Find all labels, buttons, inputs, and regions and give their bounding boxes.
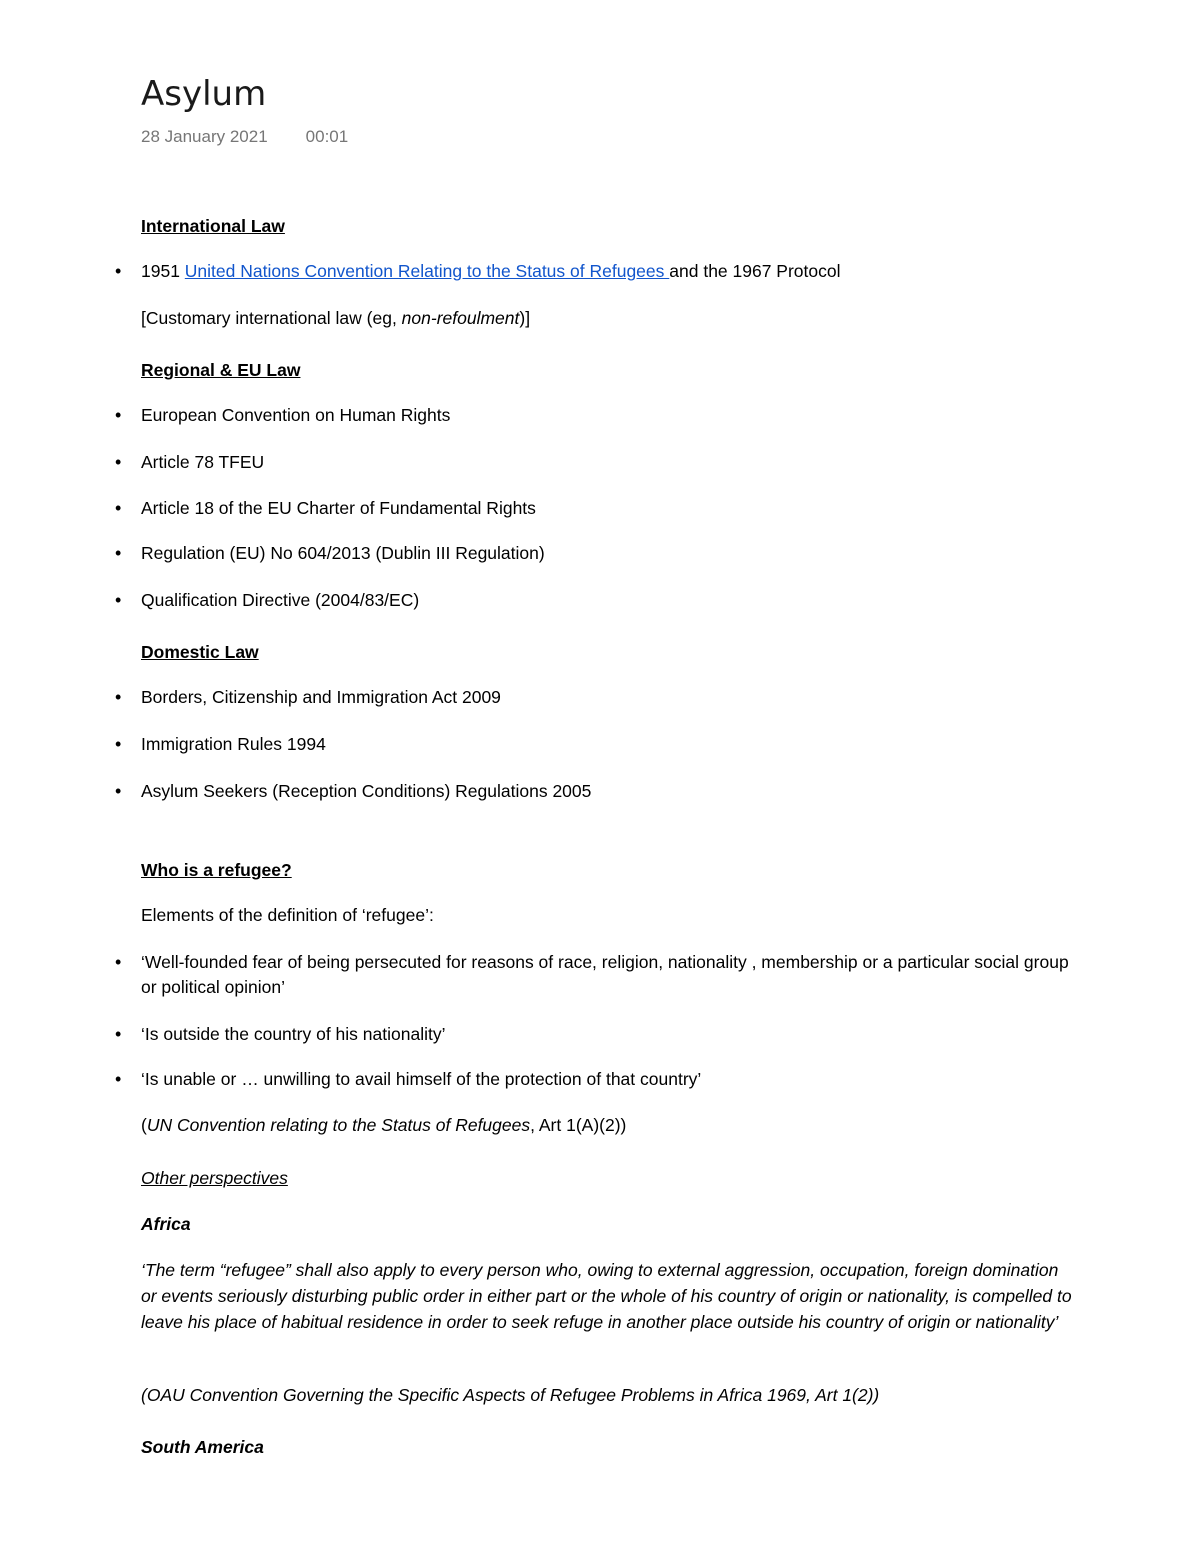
list-item: • Qualification Directive (2004/83/EC)	[141, 588, 1071, 613]
list-item: • Immigration Rules 1994	[141, 732, 1071, 757]
cite-rest: , Art 1(A)(2))	[530, 1115, 627, 1135]
heading-international-law: International Law	[141, 216, 285, 236]
page-time: 00:01	[305, 127, 349, 146]
customary-open: [Customary international law (eg,	[141, 308, 402, 328]
heading-south-america: South America	[141, 1437, 264, 1457]
list-item: • Regulation (EU) No 604/2013 (Dublin III Regulation)	[141, 541, 1071, 566]
oau-convention-citation: (OAU Convention Governing the Specific Aspects of Refugee Problems in Africa 1969, Art 1(2))	[141, 1385, 880, 1405]
page-date: 28 January 2021	[141, 127, 268, 146]
heading-who-is-a-refugee: Who is a refugee?	[141, 860, 292, 880]
heading-domestic-law: Domestic Law	[141, 642, 259, 662]
africa-definition-quote: ‘The term “refugee” shall also apply to every person who, owing to external aggression, occupation, foreign domination or events seriously disturbing public order in either part or the whole of his country of origin or nationality, is compelled to leave his place of habitual residence in order to seek refuge in another place outside his country of origin or nationality’	[141, 1260, 1072, 1332]
un-convention-citation	[141, 1113, 626, 1138]
refugee-convention-link[interactable]: United Nations Convention Relating to the Status of Refugees	[184, 261, 670, 281]
customary-italic: non-refoulment	[401, 308, 520, 328]
page-meta	[141, 127, 348, 147]
cite-open: (	[141, 1115, 147, 1135]
list-item: • ‘Is unable or … unwilling to avail himself of the protection of that country’	[141, 1067, 1071, 1092]
cite-italic: UN Convention relating to the Status of Refugees	[146, 1115, 531, 1135]
item-suffix: and the 1967 Protocol	[669, 261, 841, 281]
heading-other-perspectives: Other perspectives	[141, 1168, 288, 1188]
list-item: • ‘Well-founded fear of being persecuted for reasons of race, religion, nationality , membership or a particular social group or political opinion’	[141, 950, 1071, 1000]
list-item: • Article 78 TFEU	[141, 450, 1071, 475]
definition-intro: Elements of the definition of ‘refugee’:	[141, 905, 434, 925]
list-item: • Asylum Seekers (Reception Conditions) Regulations 2005	[141, 779, 1071, 804]
list-item: • Borders, Citizenship and Immigration Act 2009	[141, 685, 1071, 710]
page-title: Asylum	[141, 74, 267, 114]
item-prefix: 1951	[141, 261, 185, 281]
list-item: • Article 18 of the EU Charter of Fundamental Rights	[141, 496, 1071, 521]
list-item: • ‘Is outside the country of his nationality’	[141, 1022, 1071, 1047]
heading-africa: Africa	[141, 1214, 191, 1234]
customary-close: )]	[519, 308, 531, 328]
customary-law-note	[141, 306, 530, 331]
heading-regional-eu-law: Regional & EU Law	[141, 360, 301, 380]
list-item-1951-convention	[141, 259, 1071, 284]
list-item: • European Convention on Human Rights	[141, 403, 1071, 428]
